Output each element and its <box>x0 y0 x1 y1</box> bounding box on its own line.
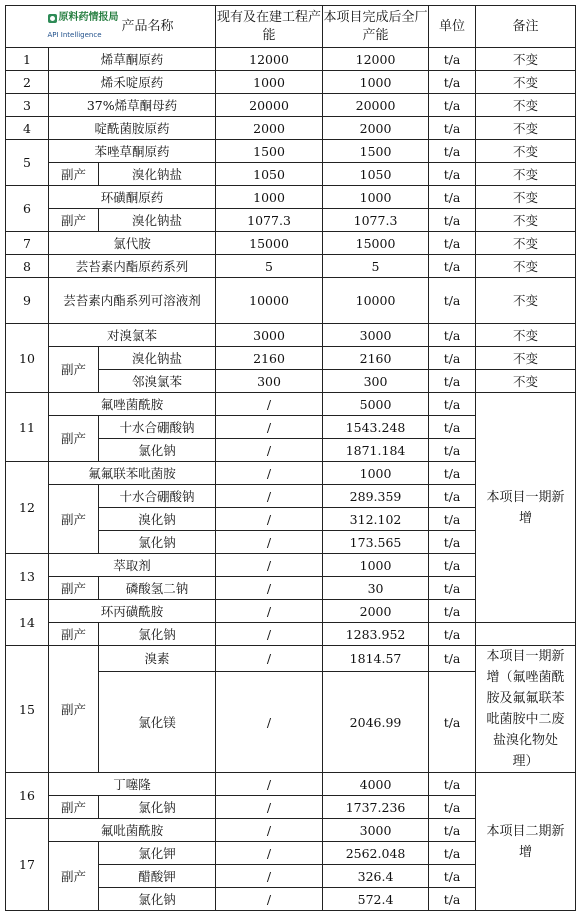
row-number: 14 <box>6 600 49 646</box>
existing-value: / <box>216 554 323 577</box>
existing-value: 2160 <box>216 347 323 370</box>
table-row <box>6 71 576 94</box>
unit-value: t/a <box>429 773 476 796</box>
table-row <box>6 773 576 796</box>
row-number: 3 <box>6 94 49 117</box>
after-value: 5 <box>323 255 429 278</box>
after-value: 1000 <box>323 186 429 209</box>
existing-value: / <box>216 508 323 531</box>
row-number: 11 <box>6 393 49 462</box>
existing-value: / <box>216 842 323 865</box>
existing-value: / <box>216 439 323 462</box>
unit-value: t/a <box>429 672 476 773</box>
unit-value: t/a <box>429 140 476 163</box>
existing-value: / <box>216 393 323 416</box>
unit-value: t/a <box>429 485 476 508</box>
byproduct-label: 副产 <box>49 163 99 186</box>
existing-value: 300 <box>216 370 323 393</box>
after-value: 300 <box>323 370 429 393</box>
table-row <box>6 347 576 370</box>
unit-value: t/a <box>429 278 476 324</box>
remark-value: 不变 <box>476 186 576 209</box>
product-name: 氟氟联苯吡菌胺 <box>49 462 216 485</box>
existing-value: / <box>216 819 323 842</box>
byproduct-label: 副产 <box>49 485 99 554</box>
table-row <box>6 232 576 255</box>
existing-value: / <box>216 672 323 773</box>
remark-value: 不变 <box>476 209 576 232</box>
unit-value: t/a <box>429 393 476 416</box>
product-name: 溴化钠盐 <box>99 347 216 370</box>
table-row <box>6 646 576 672</box>
row-number: 9 <box>6 278 49 324</box>
after-value: 1814.57 <box>323 646 429 672</box>
product-name: 氯化钠 <box>99 796 216 819</box>
row-number: 12 <box>6 462 49 554</box>
byproduct-label: 副产 <box>49 842 99 911</box>
remark-value: 不变 <box>476 370 576 393</box>
after-value: 1000 <box>323 462 429 485</box>
remark-value: 不变 <box>476 255 576 278</box>
product-name: 37%烯草酮母药 <box>49 94 216 117</box>
unit-value: t/a <box>429 646 476 672</box>
existing-value: / <box>216 646 323 672</box>
product-name: 磷酸氢二钠 <box>99 577 216 600</box>
after-value: 1737.236 <box>323 796 429 819</box>
logo: 原料药情报局 API Intelligence <box>47 12 119 39</box>
product-name: 丁噻隆 <box>49 773 216 796</box>
existing-value: 5 <box>216 255 323 278</box>
byproduct-label: 副产 <box>49 623 99 646</box>
table-row <box>6 140 576 163</box>
remark-value: 不变 <box>476 71 576 94</box>
unit-value: t/a <box>429 117 476 140</box>
existing-value: 1500 <box>216 140 323 163</box>
table-row <box>6 186 576 209</box>
after-value: 1543.248 <box>323 416 429 439</box>
product-name: 邻溴氯苯 <box>99 370 216 393</box>
row-number: 6 <box>6 186 49 232</box>
product-name: 环丙磺酰胺 <box>49 600 216 623</box>
unit-value: t/a <box>429 796 476 819</box>
product-name: 氯化钠 <box>99 439 216 462</box>
product-name: 十水合硼酸钠 <box>99 416 216 439</box>
unit-value: t/a <box>429 163 476 186</box>
product-name: 氯代胺 <box>49 232 216 255</box>
existing-value: / <box>216 773 323 796</box>
product-name: 醋酸钾 <box>99 865 216 888</box>
byproduct-label: 副产 <box>49 577 99 600</box>
after-value: 2160 <box>323 347 429 370</box>
table-row <box>6 48 576 71</box>
unit-value: t/a <box>429 255 476 278</box>
after-value: 3000 <box>323 819 429 842</box>
product-name: 芸苔素内酯系列可溶液剂 <box>49 278 216 324</box>
unit-value: t/a <box>429 888 476 911</box>
product-name: 啶酰菌胺原药 <box>49 117 216 140</box>
remark-phase2: 本项目二期新增 <box>476 773 576 911</box>
after-value: 5000 <box>323 393 429 416</box>
product-name: 溴化钠 <box>99 508 216 531</box>
after-value: 1077.3 <box>323 209 429 232</box>
header-unit: 单位 <box>429 6 476 48</box>
existing-value: 1000 <box>216 186 323 209</box>
product-name: 溴化钠盐 <box>99 163 216 186</box>
existing-value: 1050 <box>216 163 323 186</box>
after-value: 2000 <box>323 600 429 623</box>
after-value: 326.4 <box>323 865 429 888</box>
after-value: 20000 <box>323 94 429 117</box>
unit-value: t/a <box>429 462 476 485</box>
existing-value: / <box>216 623 323 646</box>
existing-value: 15000 <box>216 232 323 255</box>
unit-value: t/a <box>429 71 476 94</box>
product-name: 苯唑草酮原药 <box>49 140 216 163</box>
byproduct-label: 副产 <box>49 646 99 773</box>
byproduct-label: 副产 <box>49 209 99 232</box>
product-name: 十水合硼酸钠 <box>99 485 216 508</box>
unit-value: t/a <box>429 94 476 117</box>
row-number: 16 <box>6 773 49 819</box>
table-row <box>6 278 576 324</box>
unit-value: t/a <box>429 842 476 865</box>
existing-value: 2000 <box>216 117 323 140</box>
product-name: 氯化钠 <box>99 623 216 646</box>
product-name: 氟吡菌酰胺 <box>49 819 216 842</box>
unit-value: t/a <box>429 209 476 232</box>
table-row <box>6 94 576 117</box>
product-name: 氯化钾 <box>99 842 216 865</box>
product-name: 烯草酮原药 <box>49 48 216 71</box>
row-number: 8 <box>6 255 49 278</box>
existing-value: / <box>216 485 323 508</box>
unit-value: t/a <box>429 554 476 577</box>
table-row <box>6 623 576 646</box>
product-name: 萃取剂 <box>49 554 216 577</box>
unit-value: t/a <box>429 623 476 646</box>
unit-value: t/a <box>429 531 476 554</box>
product-name: 氟唑菌酰胺 <box>49 393 216 416</box>
remark-value: 不变 <box>476 48 576 71</box>
after-value: 2000 <box>323 117 429 140</box>
product-name: 氯化钠 <box>99 888 216 911</box>
product-name: 烯禾啶原药 <box>49 71 216 94</box>
after-value: 4000 <box>323 773 429 796</box>
row-number: 13 <box>6 554 49 600</box>
header-after-capacity: 本项目完成后全厂产能 <box>323 6 429 48</box>
unit-value: t/a <box>429 577 476 600</box>
remark-value: 不变 <box>476 278 576 324</box>
table-row <box>6 324 576 347</box>
after-value: 1000 <box>323 71 429 94</box>
after-value: 1500 <box>323 140 429 163</box>
product-name: 氯化钠 <box>99 531 216 554</box>
header-product: 产品名称 <box>121 18 174 34</box>
unit-value: t/a <box>429 186 476 209</box>
remark-value: 不变 <box>476 163 576 186</box>
unit-value: t/a <box>429 232 476 255</box>
row-number: 17 <box>6 819 49 911</box>
byproduct-label: 副产 <box>49 796 99 819</box>
table-row <box>6 163 576 186</box>
after-value: 10000 <box>323 278 429 324</box>
header-remark: 备注 <box>476 6 576 48</box>
after-value: 289.359 <box>323 485 429 508</box>
existing-value: 12000 <box>216 48 323 71</box>
product-name: 氯化镁 <box>99 672 216 773</box>
unit-value: t/a <box>429 347 476 370</box>
remark-value: 不变 <box>476 140 576 163</box>
row-number: 2 <box>6 71 49 94</box>
table-row <box>6 209 576 232</box>
existing-value: 3000 <box>216 324 323 347</box>
existing-value: 10000 <box>216 278 323 324</box>
logo-mark-icon <box>48 14 57 23</box>
row-number: 4 <box>6 117 49 140</box>
remark-value: 不变 <box>476 117 576 140</box>
after-value: 1871.184 <box>323 439 429 462</box>
after-value: 173.565 <box>323 531 429 554</box>
existing-value: / <box>216 577 323 600</box>
remark-value: 不变 <box>476 94 576 117</box>
product-name: 溴化钠盐 <box>99 209 216 232</box>
unit-value: t/a <box>429 48 476 71</box>
unit-value: t/a <box>429 416 476 439</box>
product-name: 芸苔素内酯原药系列 <box>49 255 216 278</box>
unit-value: t/a <box>429 370 476 393</box>
row-number: 1 <box>6 48 49 71</box>
remark-phase1: 本项目一期新增 <box>476 393 576 623</box>
existing-value: / <box>216 462 323 485</box>
remark-value: 不变 <box>476 324 576 347</box>
existing-value: 1077.3 <box>216 209 323 232</box>
after-value: 15000 <box>323 232 429 255</box>
after-value: 572.4 <box>323 888 429 911</box>
after-value: 1000 <box>323 554 429 577</box>
after-value: 30 <box>323 577 429 600</box>
unit-value: t/a <box>429 819 476 842</box>
existing-value: 1000 <box>216 71 323 94</box>
product-name: 对溴氯苯 <box>49 324 216 347</box>
existing-value: / <box>216 416 323 439</box>
remark-value: 不变 <box>476 232 576 255</box>
after-value: 12000 <box>323 48 429 71</box>
unit-value: t/a <box>429 439 476 462</box>
unit-value: t/a <box>429 508 476 531</box>
header-product-cell <box>6 6 216 48</box>
existing-value: 20000 <box>216 94 323 117</box>
after-value: 1050 <box>323 163 429 186</box>
remark-phase1-note: 本项目一期新增（氟唑菌酰胺及氟氟联苯吡菌胺中二废盐溴化物处理） <box>476 646 576 773</box>
table-row <box>6 117 576 140</box>
byproduct-label: 副产 <box>49 347 99 393</box>
existing-value: / <box>216 531 323 554</box>
existing-value: / <box>216 888 323 911</box>
header-existing-capacity: 现有及在建工程产能 <box>216 6 323 48</box>
after-value: 2562.048 <box>323 842 429 865</box>
unit-value: t/a <box>429 865 476 888</box>
byproduct-label: 副产 <box>49 416 99 462</box>
after-value: 2046.99 <box>323 672 429 773</box>
remark-value: 不变 <box>476 347 576 370</box>
after-value: 1283.952 <box>323 623 429 646</box>
row-number: 10 <box>6 324 49 393</box>
after-value: 3000 <box>323 324 429 347</box>
table-row <box>6 393 576 416</box>
existing-value: / <box>216 865 323 888</box>
unit-value: t/a <box>429 600 476 623</box>
row-number: 5 <box>6 140 49 186</box>
existing-value: / <box>216 796 323 819</box>
unit-value: t/a <box>429 324 476 347</box>
product-name: 溴素 <box>99 646 216 672</box>
existing-value: / <box>216 600 323 623</box>
row-number: 7 <box>6 232 49 255</box>
table-header-row <box>6 6 576 48</box>
product-name: 环磺酮原药 <box>49 186 216 209</box>
capacity-table <box>5 5 576 911</box>
after-value: 312.102 <box>323 508 429 531</box>
row-number: 15 <box>6 646 49 773</box>
table-row <box>6 255 576 278</box>
